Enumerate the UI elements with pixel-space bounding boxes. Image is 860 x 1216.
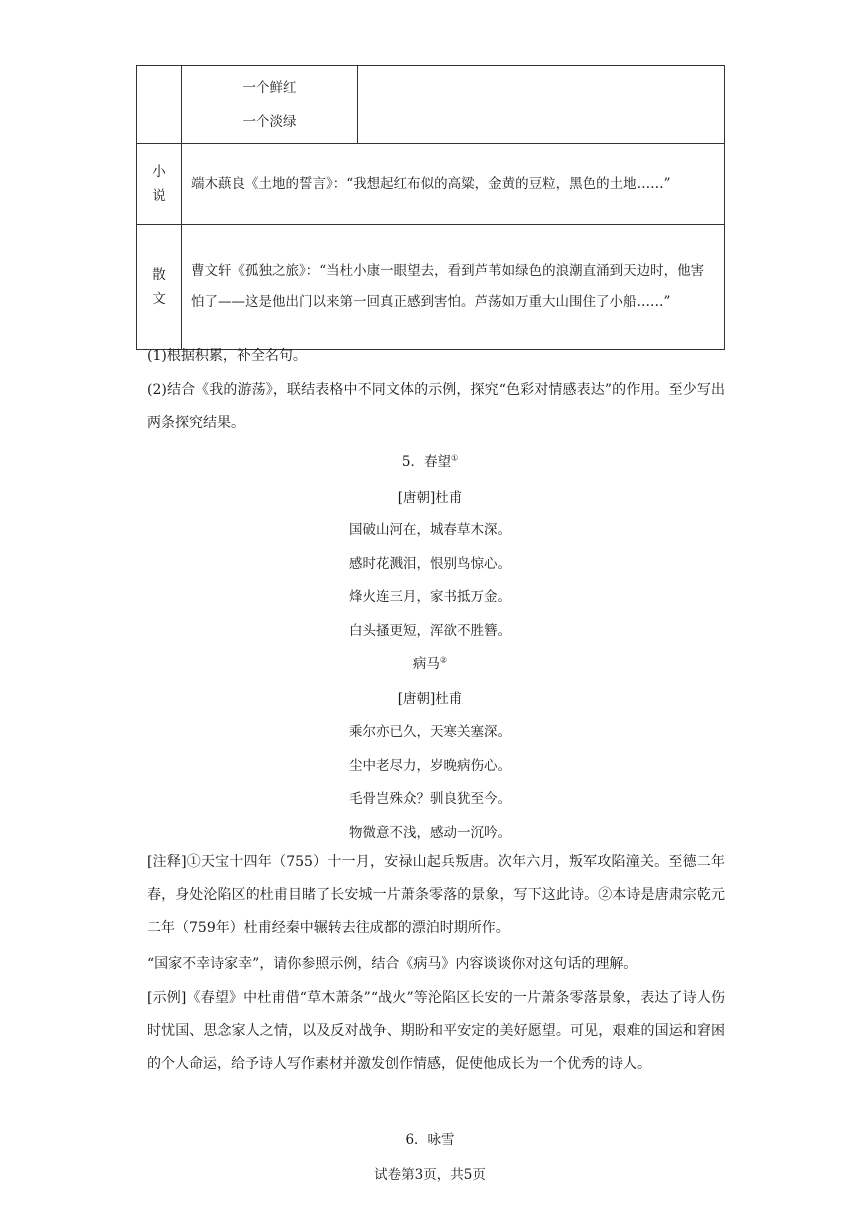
poem-line: 乘尔亦已久，天寒关塞深。 — [349, 724, 511, 740]
poem-line: 毛骨岂殊众？驯良犹至今。 — [349, 791, 511, 807]
table-row — [137, 225, 725, 350]
table-row — [137, 144, 725, 225]
genre-cell — [137, 66, 182, 144]
notes: [注释]①天宝十四年（755）十一月，安禄山起兵叛唐。次年六月，叛军攻陷潼关。至德二年春，身处沦陷区的杜甫目睹了长安城一片萧条零落的景象，写下这此诗。②本诗是唐肃宗乾元二年（759年）杜甫经秦中辗转去往成都的漂泊时期所作。 — [147, 854, 725, 936]
note-mark: ① — [450, 453, 459, 463]
genre-label: 文 — [152, 291, 166, 307]
example-text: 端木蕻良《土地的誓言》：“我想起红布似的高粱，金黄的豆粒，黑色的土地……” — [182, 144, 725, 225]
poem-title — [0, 450, 860, 470]
blank-cell — [358, 66, 725, 144]
prompt: “国家不幸诗家幸”，请你参照示例，结合《病马》内容谈谈你对这句话的理解。 — [147, 956, 638, 972]
poem-title-text: 病马 — [412, 656, 440, 672]
genre-label: 散 — [152, 267, 166, 283]
next-question-title: 6．咏雪 — [405, 1132, 455, 1148]
poem-cell — [182, 66, 358, 144]
poem-line: 白头搔更短，浑欲不胜簪。 — [349, 623, 511, 639]
poem-line: 烽火连三月，家书抵万金。 — [349, 589, 511, 605]
genre-cell — [137, 144, 182, 225]
question-1: (1)根据积累，补全名句。 — [147, 348, 307, 364]
poem-title — [0, 652, 860, 672]
poem-title-text: 5．春望 — [401, 454, 451, 470]
poem-line: 国破山河在，城春草木深。 — [349, 522, 511, 538]
poem-line: 物微意不浅，感动一沉吟。 — [349, 825, 511, 841]
poem-line: 感时花溅泪，恨别鸟惊心。 — [349, 556, 511, 572]
example: [示例]《春望》中杜甫借“草木萧条”“战火”等沦陷区长安的一片萧条零落景象，表达了诗人伤时忧国、思念家人之情，以及反对战争、期盼和平安定的美好愿望。可见，艰难的国运和窘困的个人命运，给予诗人写作素材并激发创作情感，促使他成长为一个优秀的诗人。 — [147, 990, 725, 1072]
genre-table — [136, 65, 725, 350]
note-mark: ② — [439, 655, 448, 665]
poem-line: 尘中老尽力，岁晚病伤心。 — [349, 758, 511, 774]
poem-author: [唐朝]杜甫 — [397, 490, 463, 506]
table-row — [137, 66, 725, 144]
poem-line: 一个鲜红 — [242, 79, 297, 96]
genre-cell — [137, 225, 182, 350]
genre-label: 小 — [152, 164, 166, 180]
question-2: (2)结合《我的游荡》，联结表格中不同文体的示例，探究“色彩对情感表达”的作用。至少写出两条探究结果。 — [147, 382, 725, 431]
example-text: 曹文轩《孤独之旅》：“当杜小康一眼望去，看到芦苇如绿色的浪潮直涌到天边时，他害怕了——这是他出门以来第一回真正感到害怕。芦荡如万重大山围住了小船……” — [182, 225, 725, 350]
poem-line: 一个淡绿 — [242, 113, 297, 130]
page-footer: 试卷第3页，共5页 — [374, 1167, 486, 1183]
poem-author: [唐朝]杜甫 — [397, 691, 463, 707]
genre-label: 说 — [152, 188, 166, 204]
